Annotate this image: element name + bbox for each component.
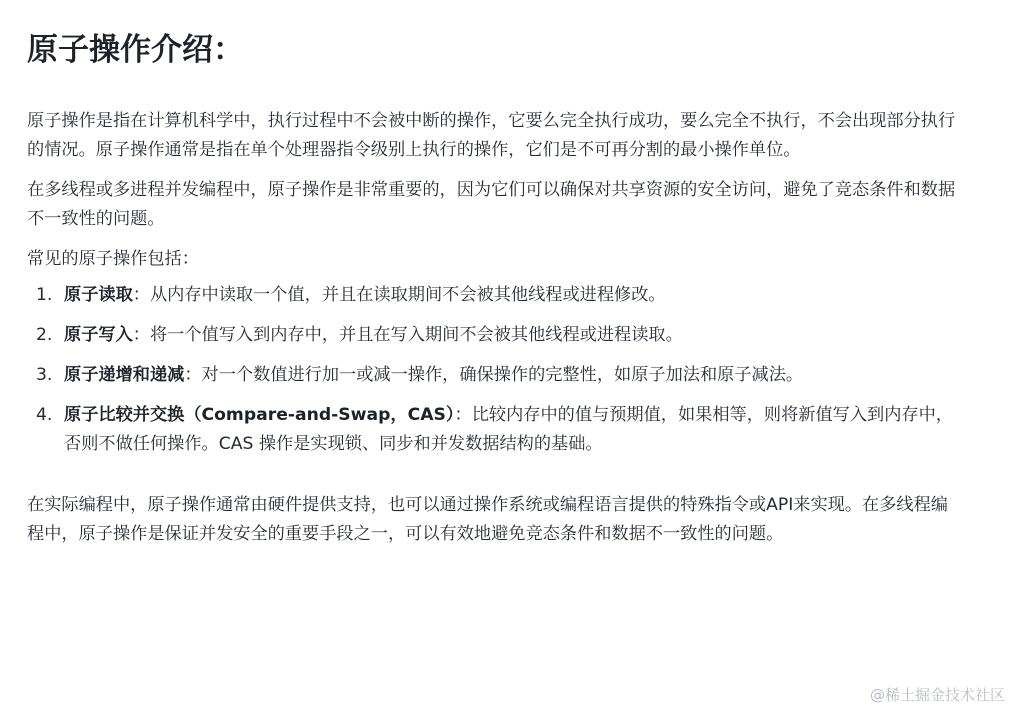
list-item-description: ：比较内存中的值与预期值，如果相等，则将新值写入到内存中，否则不做任何操作。CAS 操作是实现锁、同步和并发数据结构的基础。 <box>64 405 953 454</box>
list-item-term: 原子读取 <box>64 285 133 305</box>
list-item-description: ：对一个数值进行加一或减一操作，确保操作的完整性，如原子加法和原子减法。 <box>184 365 804 385</box>
list-item-number: 4. <box>36 405 53 425</box>
intro-paragraph: 原子操作是指在计算机科学中，执行过程中不会被中断的操作，它要么完全执行成功，要么完全不执行，不会出现部分执行的情况。原子操作通常是指在单个处理器指令级别上执行的操作，它们是不可再分割的最小操作单位。 <box>27 111 956 160</box>
concurrency-paragraph: 在多线程或多进程并发编程中，原子操作是非常重要的，因为它们可以确保对共享资源的安全访问，避免了竞态条件和数据不一致性的问题。 <box>27 180 956 229</box>
list-item <box>27 321 957 350</box>
atomic-operations-list <box>27 281 957 459</box>
conclusion-paragraph: 在实际编程中，原子操作通常由硬件提供支持，也可以通过操作系统或编程语言提供的特殊指令或API来实现。在多线程编程中，原子操作是保证并发安全的重要手段之一，可以有效地避免竞态条件和数据不一致性的问题。 <box>27 495 948 544</box>
list-item <box>27 401 957 459</box>
site-watermark: @稀土掘金技术社区 <box>869 686 1005 704</box>
list-item-term: 原子写入 <box>64 325 133 345</box>
article-heading: 原子操作介绍： <box>27 32 244 68</box>
list-item-number: 3. <box>36 365 53 385</box>
article-body <box>27 0 957 549</box>
list-item-term: 原子比较并交换（Compare-and-Swap，CAS） <box>64 405 455 425</box>
list-intro-paragraph: 常见的原子操作包括： <box>27 249 199 269</box>
list-item-description: ：从内存中读取一个值，并且在读取期间不会被其他线程或进程修改。 <box>132 285 666 305</box>
list-item <box>27 361 957 390</box>
list-item-term: 原子递增和递减 <box>64 365 185 385</box>
list-item-number: 2. <box>36 325 53 345</box>
list-item-description: ：将一个值写入到内存中，并且在写入期间不会被其他线程或进程读取。 <box>132 325 683 345</box>
list-item <box>27 281 957 310</box>
list-item-number: 1. <box>36 285 53 305</box>
